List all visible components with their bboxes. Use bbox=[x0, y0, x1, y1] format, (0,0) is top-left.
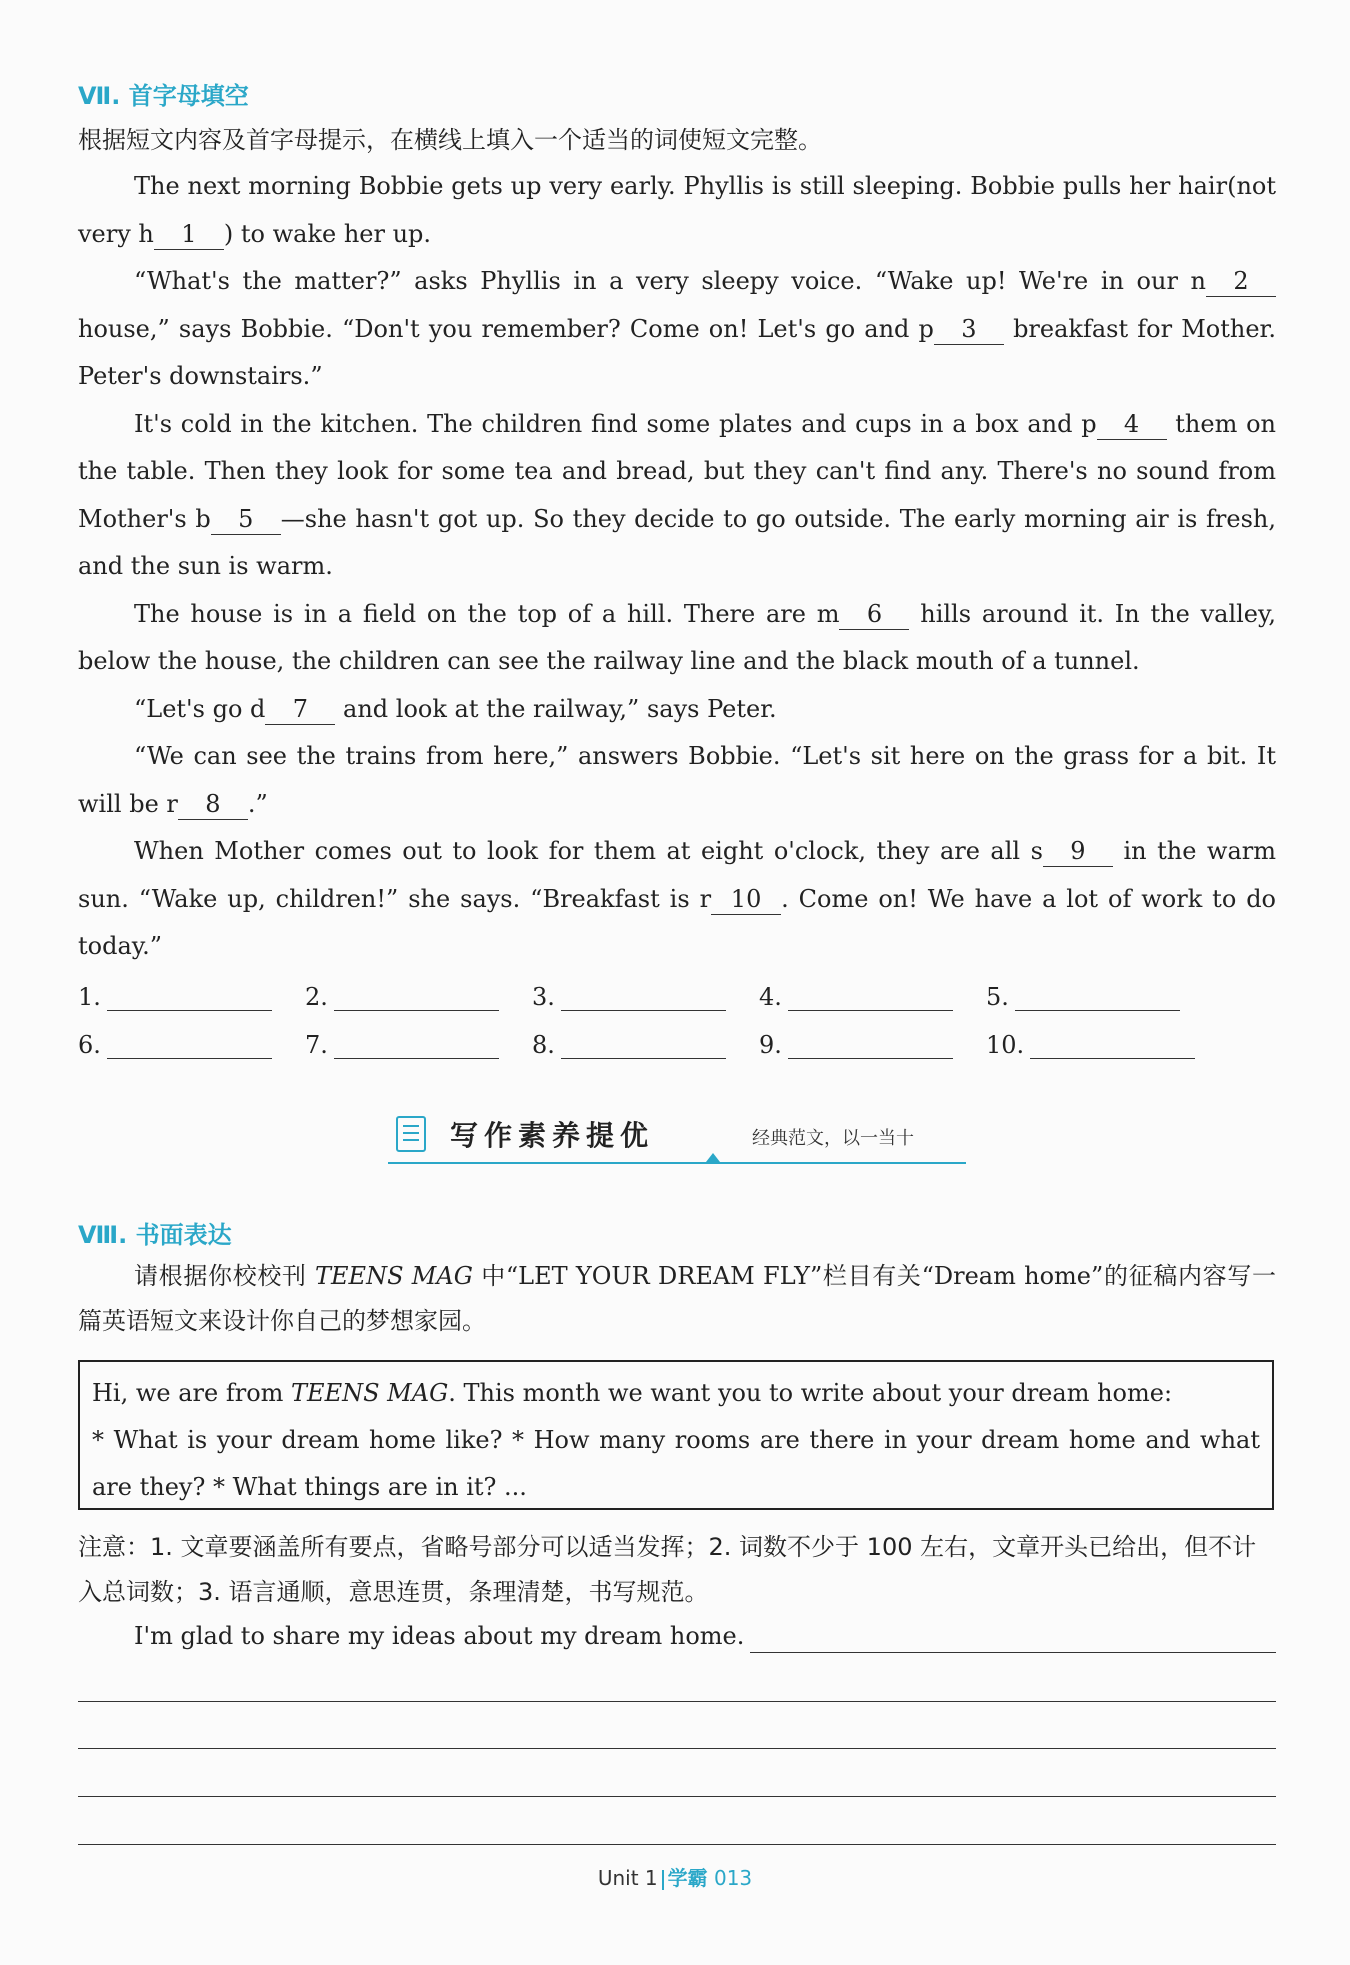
blank-5[interactable]: 5 bbox=[211, 504, 281, 535]
essay-opening-line: I'm glad to share my ideas about my dream home. bbox=[134, 1622, 745, 1650]
paragraph-3: It's cold in the kitchen. The children find some plates and cups in a box and p 4 them on the table. Then they look for some tea and bread, but they can't find any. There's no sound from Mother's b 5 —she hasn't got up. So they decide to go outside. The early morning air is fresh, and the sun is warm. bbox=[78, 409, 1276, 580]
writing-notes: 注意：1. 文章要涵盖所有要点，省略号部分可以适当发挥；2. 词数不少于 100 左右，文章开头已给出，但不计入总词数；3. 语言通顺，意思连贯，条理清楚，书写规范。 bbox=[78, 1533, 1257, 1606]
writing-line[interactable] bbox=[78, 1796, 1276, 1797]
prompt-box: Hi, we are from TEENS MAG. This month we want you to write about your dream home: * What is your dream home like? * How many rooms are there in your dream home and what are they? * What things are in it? ... bbox=[78, 1360, 1274, 1510]
answer-3[interactable]: 3. bbox=[532, 982, 726, 1011]
writing-line[interactable] bbox=[78, 1748, 1276, 1749]
banner-title: 写作素养提优 bbox=[450, 1119, 655, 1152]
section-7-instruction: 根据短文内容及首字母提示，在横线上填入一个适当的词使短文完整。 bbox=[78, 126, 822, 154]
paragraph-7: When Mother comes out to look for them at eight o'clock, they are all s 9 in the warm sun. “Wake up, children!” she says. “Breakfast is r 10 . Come on! We have a lot of work to do today.” bbox=[78, 837, 1277, 960]
writing-line[interactable] bbox=[750, 1652, 1276, 1653]
writing-line[interactable] bbox=[78, 1844, 1276, 1845]
answer-5[interactable]: 5. bbox=[986, 982, 1180, 1011]
blank-8[interactable]: 8 bbox=[178, 789, 248, 820]
blank-4[interactable]: 4 bbox=[1097, 409, 1167, 440]
footer-unit: Unit 1 bbox=[597, 1866, 658, 1890]
answer-8[interactable]: 8. bbox=[532, 1030, 726, 1059]
paragraph-6: “We can see the trains from here,” answers Bobbie. “Let's sit here on the grass for a bit. It will be r 8 .” bbox=[78, 742, 1276, 818]
writing-banner bbox=[388, 1112, 966, 1164]
answer-1[interactable]: 1. bbox=[78, 982, 272, 1011]
paragraph-5: “Let's go d 7 and look at the railway,” says Peter. bbox=[134, 694, 777, 723]
blank-1[interactable]: 1 bbox=[154, 219, 224, 250]
writing-line[interactable] bbox=[78, 1701, 1276, 1702]
paragraph-4: The house is in a field on the top of a hill. There are m 6 hills around it. In the valley, below the house, the children can see the railway line and the black mouth of a tunnel. bbox=[78, 599, 1277, 675]
footer-divider bbox=[662, 1870, 664, 1890]
answer-2[interactable]: 2. bbox=[305, 982, 499, 1011]
essay-start bbox=[78, 1613, 1276, 1661]
triangle-icon bbox=[706, 1153, 720, 1162]
footer-brand: 学霸 bbox=[667, 1866, 708, 1890]
blank-10[interactable]: 10 bbox=[711, 884, 781, 915]
page-footer bbox=[0, 1862, 1350, 1891]
blank-6[interactable]: 6 bbox=[839, 599, 909, 630]
blank-3[interactable]: 3 bbox=[934, 314, 1004, 345]
answer-10[interactable]: 10. bbox=[986, 1030, 1195, 1059]
notepad-icon bbox=[396, 1116, 426, 1152]
page-number: 013 bbox=[713, 1866, 753, 1890]
section-7-title: Ⅶ. 首字母填空 bbox=[78, 82, 249, 110]
paragraph-1: The next morning Bobbie gets up very early. Phyllis is still sleeping. Bobbie pulls her hair(not very h 1 ) to wake her up. bbox=[78, 172, 1276, 248]
section-8-title: Ⅷ. 书面表达 bbox=[78, 1221, 232, 1249]
section-8-instruction: 请根据你校校刊 TEENS MAG 中“LET YOUR DREAM FLY”栏目有关“Dream home”的征稿内容写一篇英语短文来设计你自己的梦想家园。 bbox=[78, 1262, 1276, 1335]
blank-7[interactable]: 7 bbox=[265, 694, 335, 725]
answer-7[interactable]: 7. bbox=[305, 1030, 499, 1059]
answer-6[interactable]: 6. bbox=[78, 1030, 272, 1059]
banner-subtitle: 经典范文，以一当十 bbox=[752, 1128, 914, 1149]
blank-9[interactable]: 9 bbox=[1043, 836, 1113, 867]
blank-2[interactable]: 2 bbox=[1206, 266, 1276, 297]
answer-9[interactable]: 9. bbox=[759, 1030, 953, 1059]
answer-4[interactable]: 4. bbox=[759, 982, 953, 1011]
cloze-passage bbox=[78, 163, 1276, 971]
banner-underline bbox=[388, 1162, 966, 1164]
paragraph-2: “What's the matter?” asks Phyllis in a very sleepy voice. “Wake up! We're in our n 2 house,” says Bobbie. “Don't you remember? Come on! Let's go and p 3 breakfast for Mother. Peter's downstairs.” bbox=[78, 267, 1276, 390]
